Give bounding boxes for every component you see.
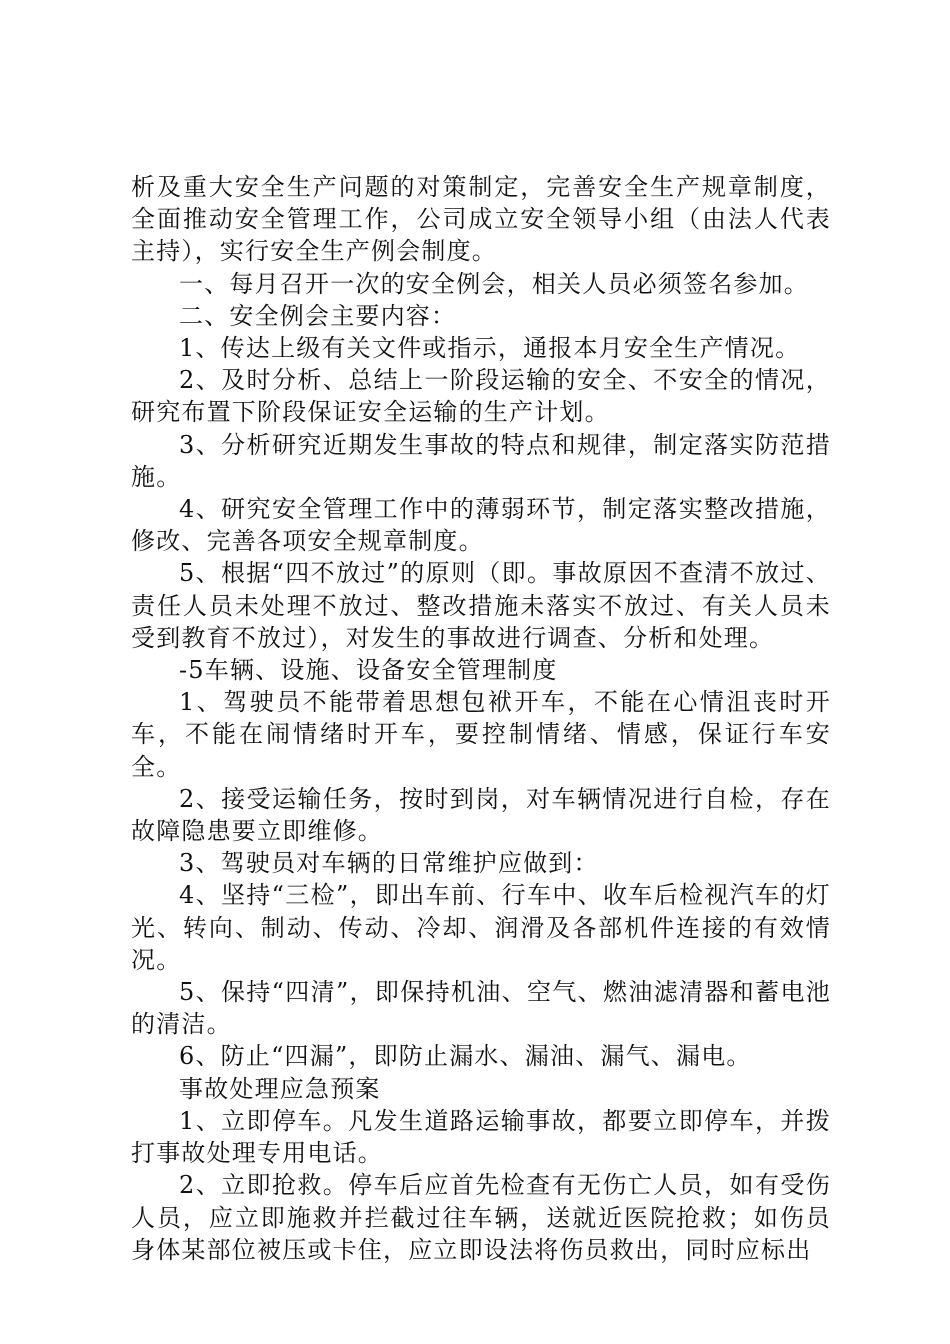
paragraph-14: 5、保持“四清”，即保持机油、空气、燃油滤清器和蓄电池的清洁。 xyxy=(131,978,831,1039)
paragraph-6: 3、分析研究近期发生事故的特点和规律，制定落实防范措施。 xyxy=(131,430,831,491)
paragraph-17: 1、立即停车。凡发生道路运输事故，都要立即停车，并拨打事故处理专用电话。 xyxy=(131,1106,831,1168)
paragraph-1: 析及重大安全生产问题的对策制定，完善安全生产规章制度，全面推动安全管理工作，公司成立安全领导小组（由法人代表主持），实行安全生产例会制度。 xyxy=(131,173,831,266)
paragraph-18: 2、立即抢救。停车后应首先检查有无伤亡人员，如有受伤人员，应立即施救并拦截过往车辆，送就近医院抢救；如伤员身体某部位被压或卡住，应立即设法将伤员救出，同时应标出 xyxy=(131,1171,831,1264)
paragraph-4: 1、传达上级有关文件或指示，通报本月安全生产情况。 xyxy=(179,334,801,363)
paragraph-15: 6、防止“四漏”，即防止漏水、漏油、漏气、漏电。 xyxy=(179,1042,752,1071)
paragraph-5: 2、及时分析、总结上一阶段运输的安全、不安全的情况，研究布置下阶段保证安全运输的生产计划。 xyxy=(131,366,831,427)
paragraph-3: 二、安全例会主要内容： xyxy=(179,301,457,330)
paragraph-12: 3、驾驶员对车辆的日常维护应做到： xyxy=(179,849,599,878)
paragraph-8: 5、根据“四不放过”的原则（即。事故原因不查清不放过、责任人员未处理不放过、整改措施未落实不放过、有关人员未受到教育不放过），对发生的事故进行调查、分析和处理。 xyxy=(131,559,831,652)
section-heading-vehicle-safety: -5车辆、设施、设备安全管理制度 xyxy=(179,656,558,685)
paragraph-10: 1、驾驶员不能带着思想包袱开车，不能在心情沮丧时开车，不能在闹情绪时开车，要控制情绪、情感，保证行车安全。 xyxy=(131,688,831,781)
section-heading-emergency-plan: 事故处理应急预案 xyxy=(179,1074,381,1103)
paragraph-7: 4、研究安全管理工作中的薄弱环节，制定落实整改措施，修改、完善各项安全规章制度。 xyxy=(131,495,831,556)
paragraph-11: 2、接受运输任务，按时到岗，对车辆情况进行自检，存在故障隐患要立即维修。 xyxy=(131,784,831,846)
paragraph-13: 4、坚持“三检”，即出车前、行车中、收车后检视汽车的灯光、转向、制动、传动、冷却、润滑及各部机件连接的有效情况。 xyxy=(131,881,831,974)
paragraph-2: 一、每月召开一次的安全例会，相关人员必须签名参加。 xyxy=(179,269,809,298)
document-body xyxy=(131,171,831,1266)
